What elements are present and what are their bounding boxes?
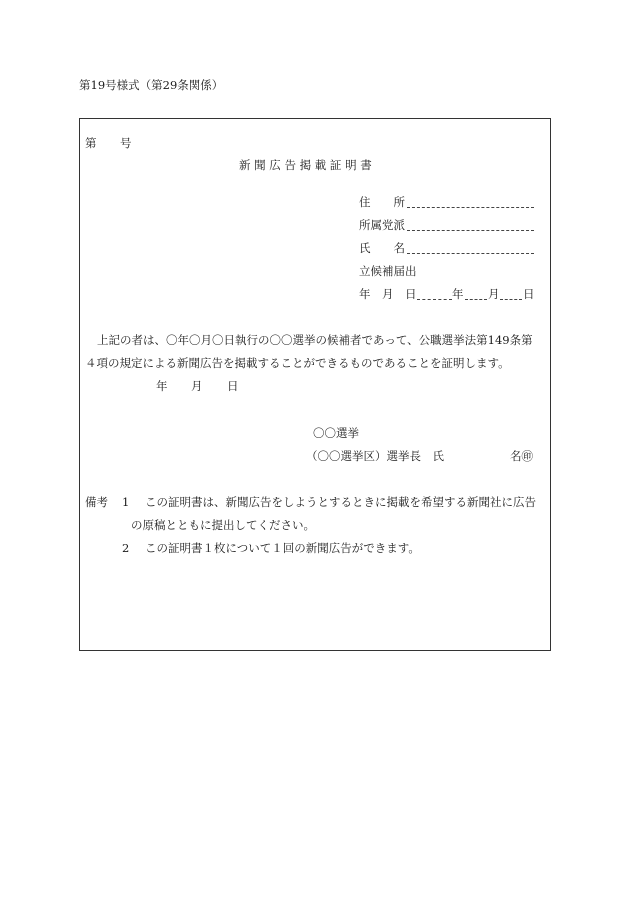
field-name-label: 氏 名 — [359, 241, 405, 255]
remarks-item-1-number: 1 — [122, 495, 130, 509]
form-number-label: 第19号様式（第29条関係） — [79, 78, 224, 92]
remarks-item-1-line-1: この証明書は、新聞広告をしようとするときに掲載を希望する新聞社に広告 — [145, 495, 536, 509]
number-dai: 第 — [85, 136, 97, 150]
field-date-line-2 — [465, 299, 487, 300]
certificate-frame — [79, 118, 551, 651]
cert-date-tsuki: 月 — [191, 379, 203, 393]
certification-line-1: 上記の者は、〇年〇月〇日執行の〇〇選挙の候補者であって、公職選挙法第149条第 — [97, 333, 533, 347]
signature-name-seal: 名㊞ — [510, 449, 533, 463]
signature-district-official: （〇〇選挙区）選挙長 氏 — [306, 449, 444, 463]
signature-election: 〇〇選挙 — [313, 426, 359, 440]
remarks-item-1-line-2: の原稿とともに提出してください。 — [131, 518, 315, 532]
document-title: 新 聞 広 告 掲 載 証 明 書 — [239, 158, 372, 172]
remarks-item-2-number: 2 — [122, 541, 130, 555]
field-address-line — [407, 207, 534, 208]
field-date-tsuki: 月 — [488, 287, 500, 301]
field-address-label: 住 所 — [359, 195, 405, 209]
field-date-line-3 — [500, 299, 522, 300]
cert-date-nen: 年 — [156, 379, 168, 393]
field-date-line-1 — [417, 299, 452, 300]
certification-line-2: ４項の規定による新聞広告を掲載することができるものであることを証明します。 — [85, 356, 510, 370]
field-name-line — [407, 253, 534, 254]
field-party-label: 所属党派 — [359, 218, 405, 232]
number-go: 号 — [120, 136, 132, 150]
field-candidacy-label: 立候補届出 — [359, 264, 417, 278]
field-date-prefix: 年 月 日 — [359, 287, 417, 301]
field-date-nen: 年 — [452, 287, 464, 301]
remarks-item-2-line-1: この証明書１枚について１回の新聞広告ができます。 — [145, 541, 420, 555]
field-party-line — [407, 230, 534, 231]
remarks-heading: 備考 — [85, 495, 108, 509]
cert-date-hi: 日 — [227, 379, 239, 393]
field-date-hi: 日 — [523, 287, 535, 301]
